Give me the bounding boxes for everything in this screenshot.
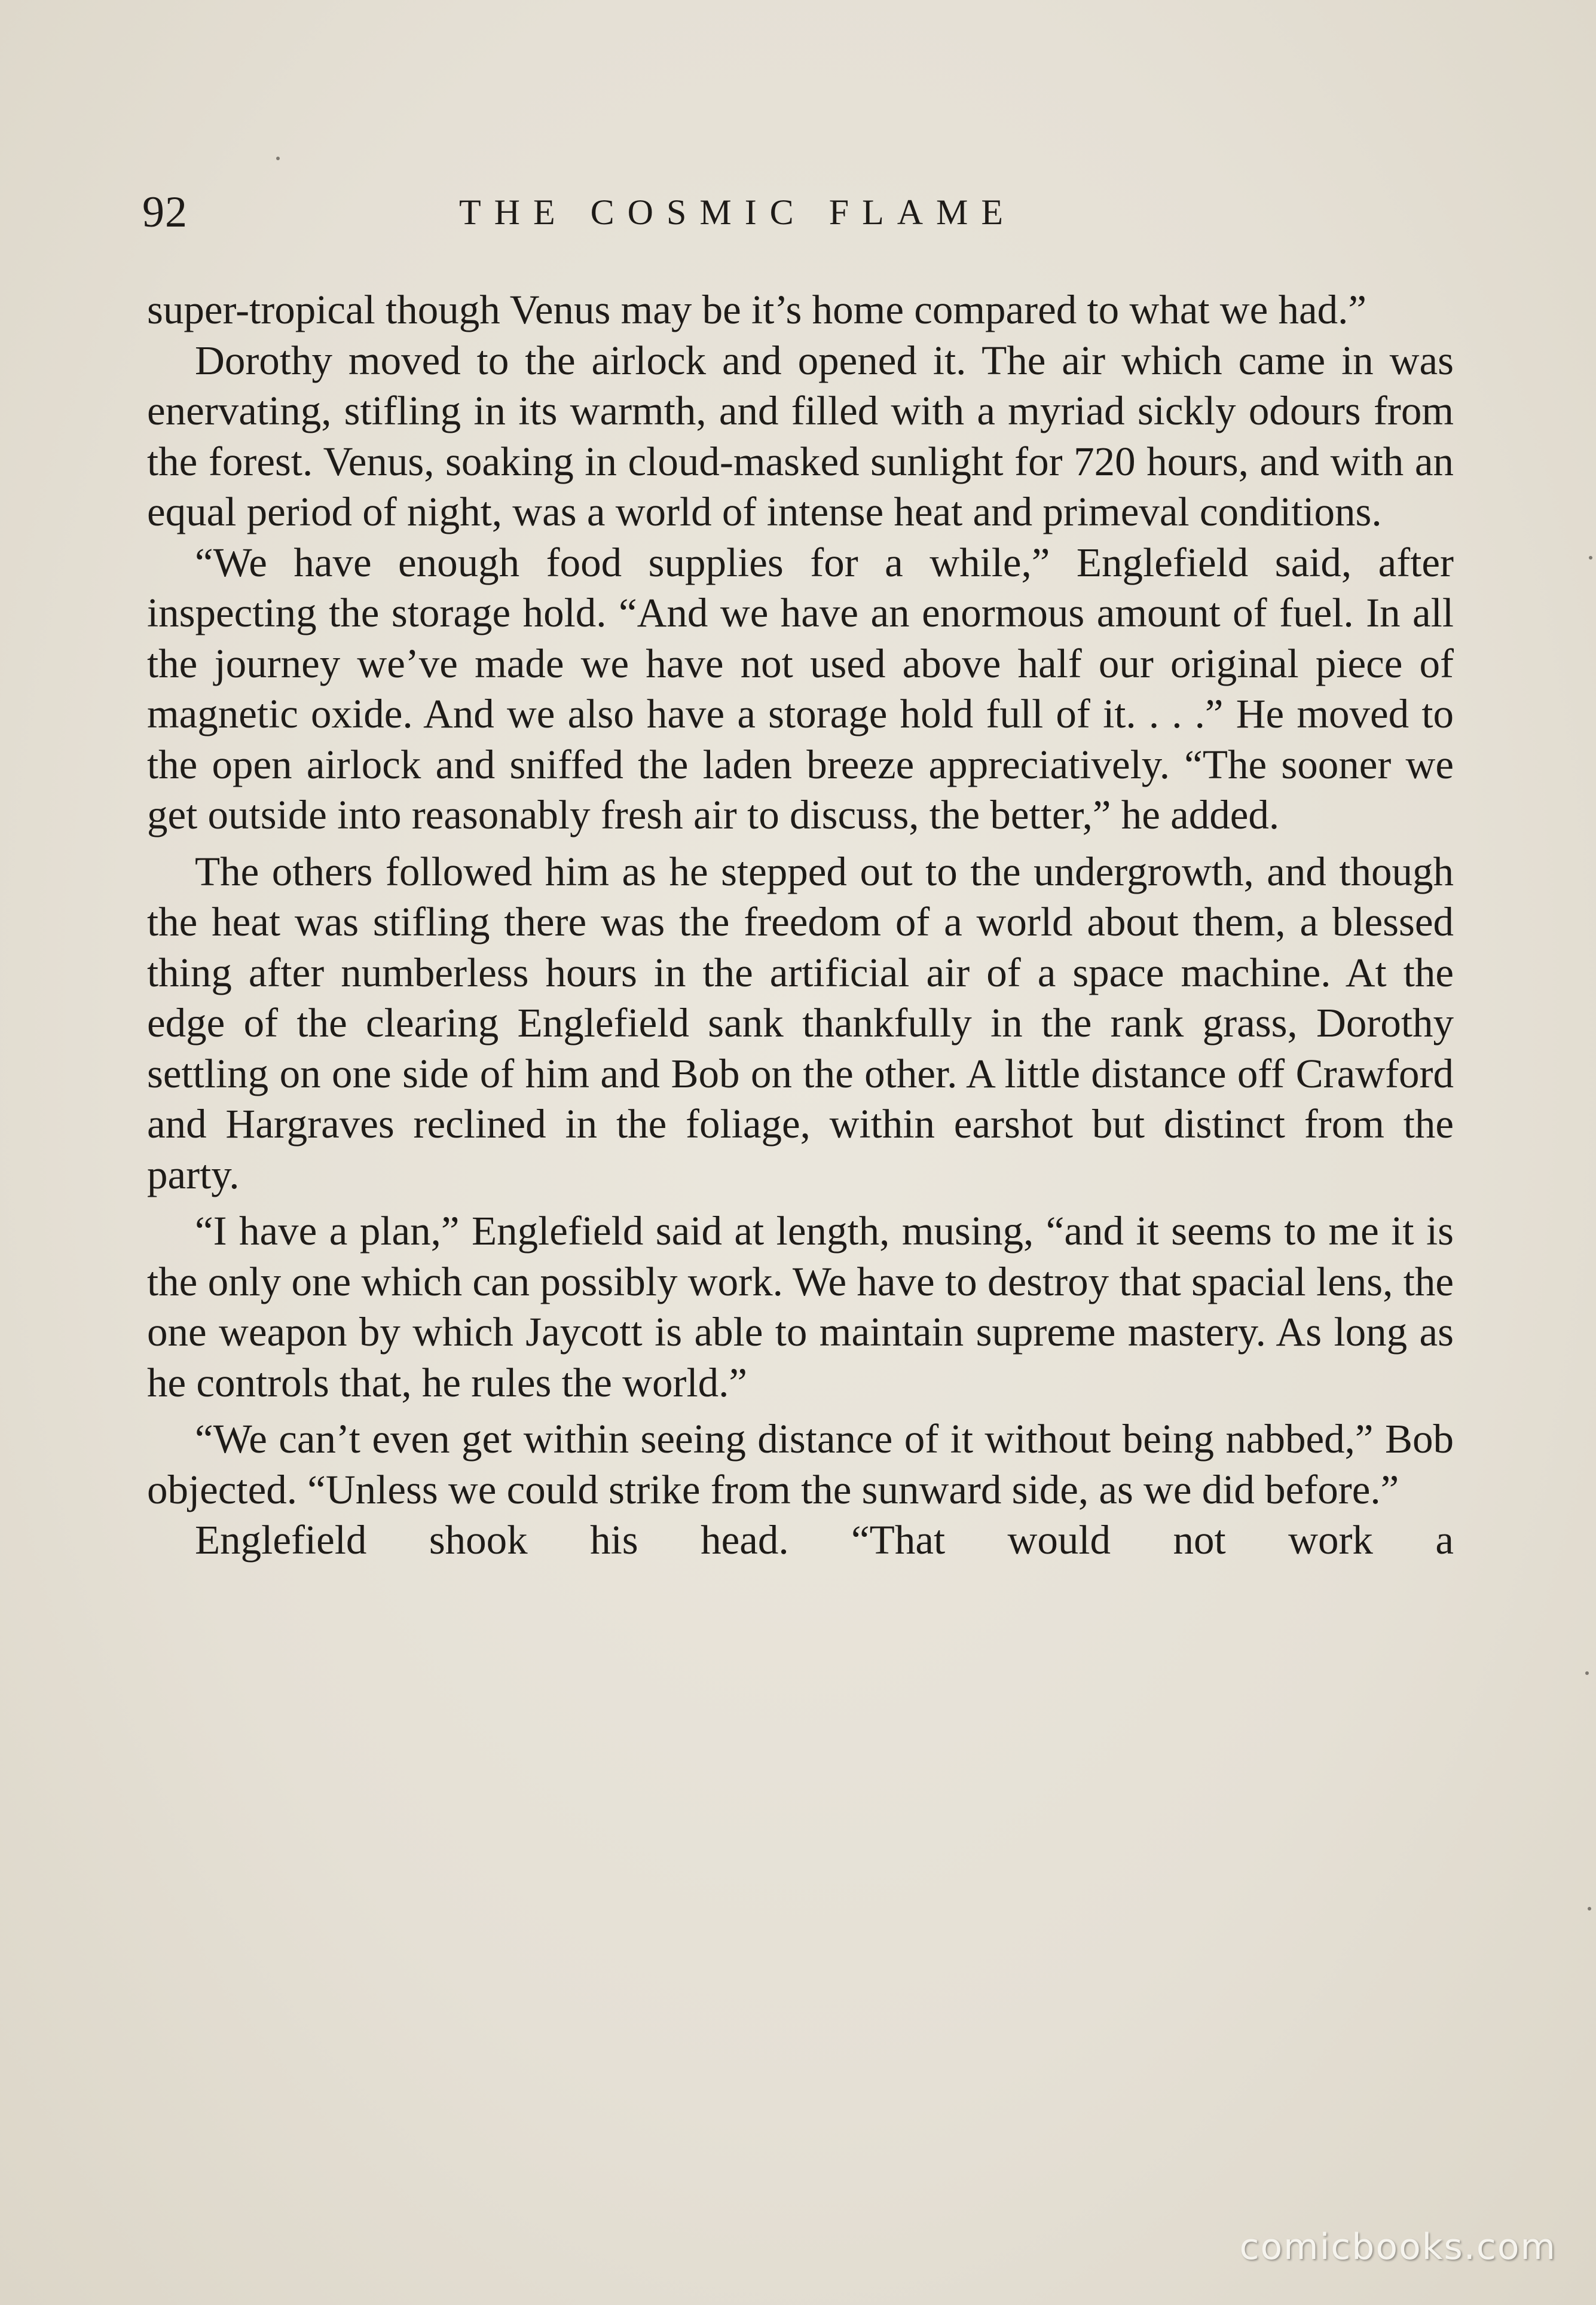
paper-speck <box>1588 1907 1591 1910</box>
paper-speck <box>1585 1671 1589 1675</box>
paragraph-objection: “We can’t even get within seeing distance of it without being nabbed,” Bob objected. “Unless we could strike from the sunward side, as we did before.” <box>147 1416 1454 1512</box>
watermark: comicbooks.com <box>1239 2226 1557 2268</box>
paragraph-airlock: Dorothy moved to the airlock and opened it. The air which came in was enervating, stifling in its warmth, and filled with a myriad sickly odours from the forest. Venus, soaking in cloud-masked sunlight for 720 hours, and with an equal period of night, was a world of intense heat and primeval conditions. <box>147 337 1454 534</box>
paragraph-continuation: super-tropical though Venus may be it’s home compared to what we had.” <box>147 287 1366 332</box>
paper-speck <box>1589 556 1592 560</box>
paragraph-plan: “I have a plan,” Englefield said at length, musing, “and it seems to me it is the only one which can possibly work. We have to destroy that spacial lens, the one weapon by which Jaycott is able to maintain supreme mastery. As long as he controls that, he rules the world.” <box>147 1208 1454 1405</box>
page-number: 92 <box>142 188 188 237</box>
running-title: THE COSMIC FLAME <box>459 192 1017 232</box>
paragraph-clearing: The others followed him as he stepped out to the undergrowth, and though the heat was stifling there was the freedom of a world about them, a blessed thing after numberless hours in the artificial air of a space machine. At the edge of the clearing Englefield sank thankfully in the rank grass, Dorothy settling on one side of him and Bob on the other. A little distance off Crawford and Hargraves reclined in the foliage, within earshot but distinct from the party. <box>147 848 1454 1197</box>
page-header <box>142 179 1457 251</box>
paper-speck <box>276 157 280 160</box>
body-text <box>147 285 1454 1566</box>
paragraph-final: Englefield shook his head. “That would not work a <box>195 1517 1454 1563</box>
paragraph-supplies: “We have enough food supplies for a while,” Englefield said, after inspecting the storage hold. “And we have an enormous amount of fuel. In all the journey we’ve made we have not used above half our original piece of magnetic oxide. And we also have a storage hold full of it. . . .” He moved to the open airlock and sniffed the laden breeze appreciatively. “The sooner we get outside into reasonably fresh air to discuss, the better,” he added. <box>147 539 1454 837</box>
